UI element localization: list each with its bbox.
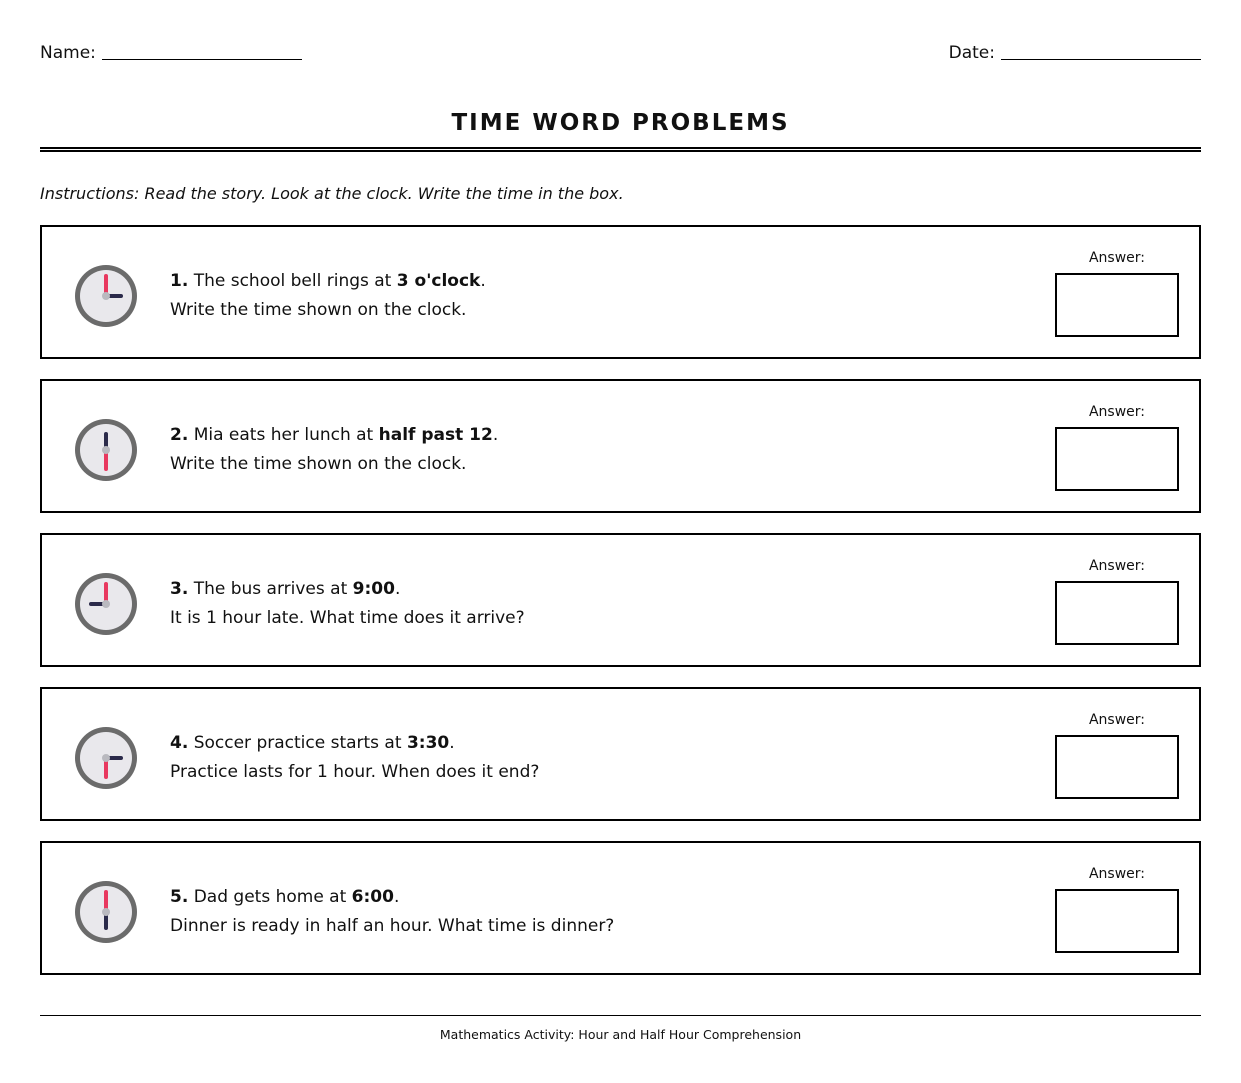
answer-box[interactable] (1055, 427, 1179, 491)
problem-number: 3. (170, 579, 189, 599)
answer-label: Answer: (1088, 712, 1146, 728)
footer-rule (40, 1015, 1201, 1016)
answer-label: Answer: (1088, 250, 1146, 266)
problem-line-2: Write the time shown on the clock. (170, 300, 467, 320)
problem-line-2: It is 1 hour late. What time does it arrive? (170, 608, 525, 628)
problem-card (40, 225, 1201, 359)
answer-box[interactable] (1055, 581, 1179, 645)
problem-story: Soccer practice starts at (188, 733, 407, 753)
problem-punct: . (393, 887, 400, 907)
clock-six-oclock-icon (74, 880, 138, 944)
problem-punct: . (480, 271, 486, 291)
problem-card (40, 379, 1201, 513)
problem-text (170, 729, 539, 787)
clock-three-thirty-icon (74, 726, 138, 790)
clock-twelve-thirty-icon (74, 418, 138, 482)
answer-area (1055, 249, 1179, 337)
problem-line-1 (170, 729, 539, 758)
instructions: Instructions: Read the story. Look at the clock. Write the time in the box. (40, 184, 624, 203)
problem-key-time: 6:00 (351, 887, 394, 907)
problem-line-2: Dinner is ready in half an hour. What time is dinner? (170, 916, 615, 936)
clock-three-oclock-icon (74, 264, 138, 328)
problem-punct: . (449, 733, 455, 753)
problem-card (40, 841, 1201, 975)
problem-key-time: 3 o'clock (396, 271, 481, 291)
problem-line-1 (170, 267, 486, 296)
answer-label: Answer: (1088, 866, 1146, 882)
page-title: TIME WORD PROBLEMS (451, 110, 790, 136)
problem-line-1 (170, 883, 614, 912)
problem-card (40, 687, 1201, 821)
answer-area (1055, 403, 1179, 491)
problem-list (40, 225, 1201, 995)
problem-punct: . (492, 425, 499, 445)
answer-area (1055, 711, 1179, 799)
problem-story: Dad gets home at (188, 887, 352, 907)
answer-label: Answer: (1088, 404, 1146, 420)
problem-text (170, 421, 498, 479)
date-blank-line[interactable] (1001, 58, 1201, 60)
problem-story: Mia eats her lunch at (188, 425, 379, 445)
problem-card (40, 533, 1201, 667)
problem-line-2: Write the time shown on the clock. (170, 454, 467, 474)
problem-story: The school bell rings at (188, 271, 397, 291)
problem-number: 5. (170, 887, 189, 907)
problem-line-2: Practice lasts for 1 hour. When does it end? (170, 762, 540, 782)
clock-nine-oclock-icon (74, 572, 138, 636)
problem-key-time: 9:00 (352, 579, 395, 599)
problem-number: 1. (170, 271, 189, 291)
problem-story: The bus arrives at (188, 579, 353, 599)
footer-caption: Mathematics Activity: Hour and Half Hour Comprehension (439, 1027, 802, 1042)
problem-line-1 (170, 575, 525, 604)
answer-area (1055, 865, 1179, 953)
header-row (40, 42, 1201, 66)
problem-key-time: half past 12 (378, 425, 493, 445)
problem-text (170, 883, 614, 941)
answer-box[interactable] (1055, 889, 1179, 953)
problem-key-time: 3:30 (406, 733, 450, 753)
name-label: Name: (40, 43, 96, 63)
name-blank-line[interactable] (102, 58, 302, 60)
answer-box[interactable] (1055, 273, 1179, 337)
answer-box[interactable] (1055, 735, 1179, 799)
date-label: Date: (948, 43, 995, 63)
name-field (40, 42, 302, 64)
problem-number: 2. (170, 425, 189, 445)
problem-line-1 (170, 421, 498, 450)
date-field (949, 42, 1201, 64)
problem-number: 4. (170, 733, 189, 753)
problem-text (170, 575, 525, 633)
problem-punct: . (394, 579, 401, 599)
answer-label: Answer: (1088, 558, 1146, 574)
answer-area (1055, 557, 1179, 645)
problem-text (170, 267, 486, 325)
title-double-rule (40, 147, 1201, 152)
